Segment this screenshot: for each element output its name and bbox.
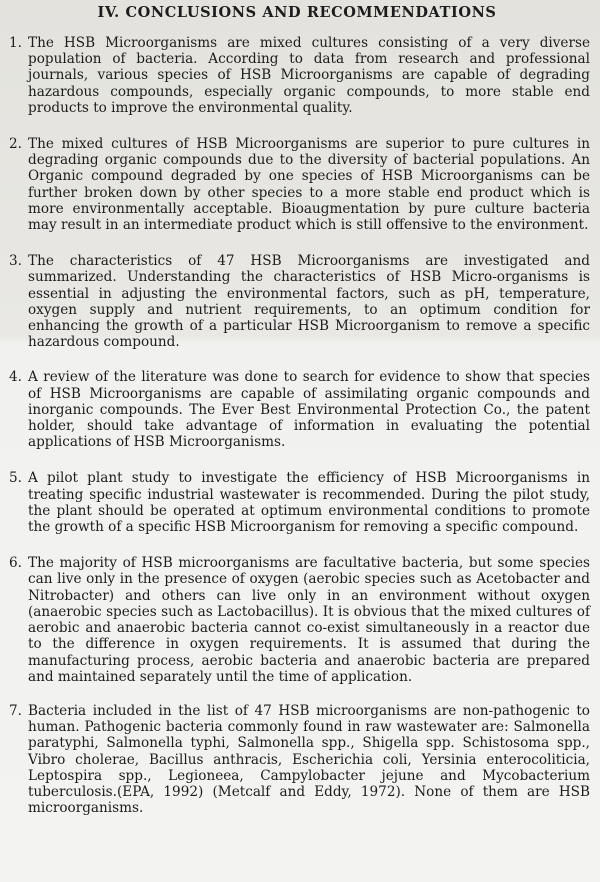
item-number: 1. [9, 35, 22, 51]
item-number: 3. [9, 253, 22, 270]
item-number: 7. [9, 702, 22, 719]
list-item [0, 136, 590, 233]
item-text: Bacteria included in the list of 47 HSB microorganisms are non-pathogenic to human. Pathogenic bacteria commonly found in raw wastewater are: Salmonella paratyphi, Salmonella typhi, Salmonella spp., Shigella spp. Schistosoma spp., Vibro cholerae, Bacillus anthracis, Escherichia coli, Yersinia enterocoliticia, Leptospira spp., Legioneea, Campylobacter jejune and Mycobacterium tuberculosis.(EPA, 1992) (Metcalf and Eddy, 1972). None of them are HSB microorganisms. [28, 702, 590, 817]
item-number: 2. [9, 136, 22, 153]
item-text: A review of the literature was done to search for evidence to show that species of HSB Microorganisms are capable of assimilating organic compounds and inorganic compounds. The Ever Best Environmental Protection Co., the patent holder, should take advantage of information in evaluating the potential applications of HSB Microorganisms. [28, 369, 590, 451]
recommendations-list [0, 35, 590, 816]
item-number: 6. [9, 555, 22, 572]
list-item [0, 470, 590, 535]
list-item [0, 555, 590, 685]
item-text: The characteristics of 47 HSB Microorganisms are investigated and summarized. Understanding the characteristics of HSB Micro-organisms is essential in adjusting the environmental factors, such as pH, temperature, oxygen supply and nutrient requirements, to an optimum condition for enhancing the growth of a particular HSB Microorganism to remove a specific hazardous compound. [28, 253, 590, 351]
item-text: The mixed cultures of HSB Microorganisms are superior to pure cultures in degrading organic compounds due to the diversity of bacterial populations. An Organic compound degraded by one species of HSB Microorganisms can be further broken down by other species to a more stable end product which is more environmentally acceptable. Bioaugmentation by pure culture bacteria may result in an intermediate product which is still offensive to the environment. [28, 136, 590, 234]
item-number: 5. [9, 470, 22, 487]
item-number: 4. [9, 369, 22, 386]
item-text: A pilot plant study to investigate the efficiency of HSB Microorganisms in treating specific industrial wastewater is recommended. During the pilot study, the plant should be operated at optimum environmental conditions to promote the growth of a specific HSB Microorganism for removing a specific compound. [28, 470, 590, 536]
list-item [0, 253, 590, 350]
section-heading: IV. CONCLUSIONS AND RECOMMENDATIONS [97, 4, 497, 21]
list-item [0, 369, 590, 450]
list-item [0, 703, 590, 816]
item-text: The majority of HSB microorganisms are facultative bacteria, but some species can live only in the presence of oxygen (aerobic species such as Acetobacter and Nitrobacter) and others can live only in an environment without oxygen (anaerobic species such as Lactobacillus). It is obvious that the mixed cultures of aerobic and anaerobic bacteria cannot co-exist simultaneously in a reactor due to the difference in oxygen requirements. It is assumed that during the manufacturing process, aerobic bacteria and anaerobic bacteria are prepared and maintained separately until the time of application. [28, 555, 590, 685]
item-text: The HSB Microorganisms are mixed cultures consisting of a very diverse population of bacteria. According to data from research and professional journals, various species of HSB Microorganisms are capable of degrading hazardous compounds, especially organic compounds, to more stable end products to improve the environmental quality. [28, 35, 590, 116]
list-item [0, 35, 590, 116]
